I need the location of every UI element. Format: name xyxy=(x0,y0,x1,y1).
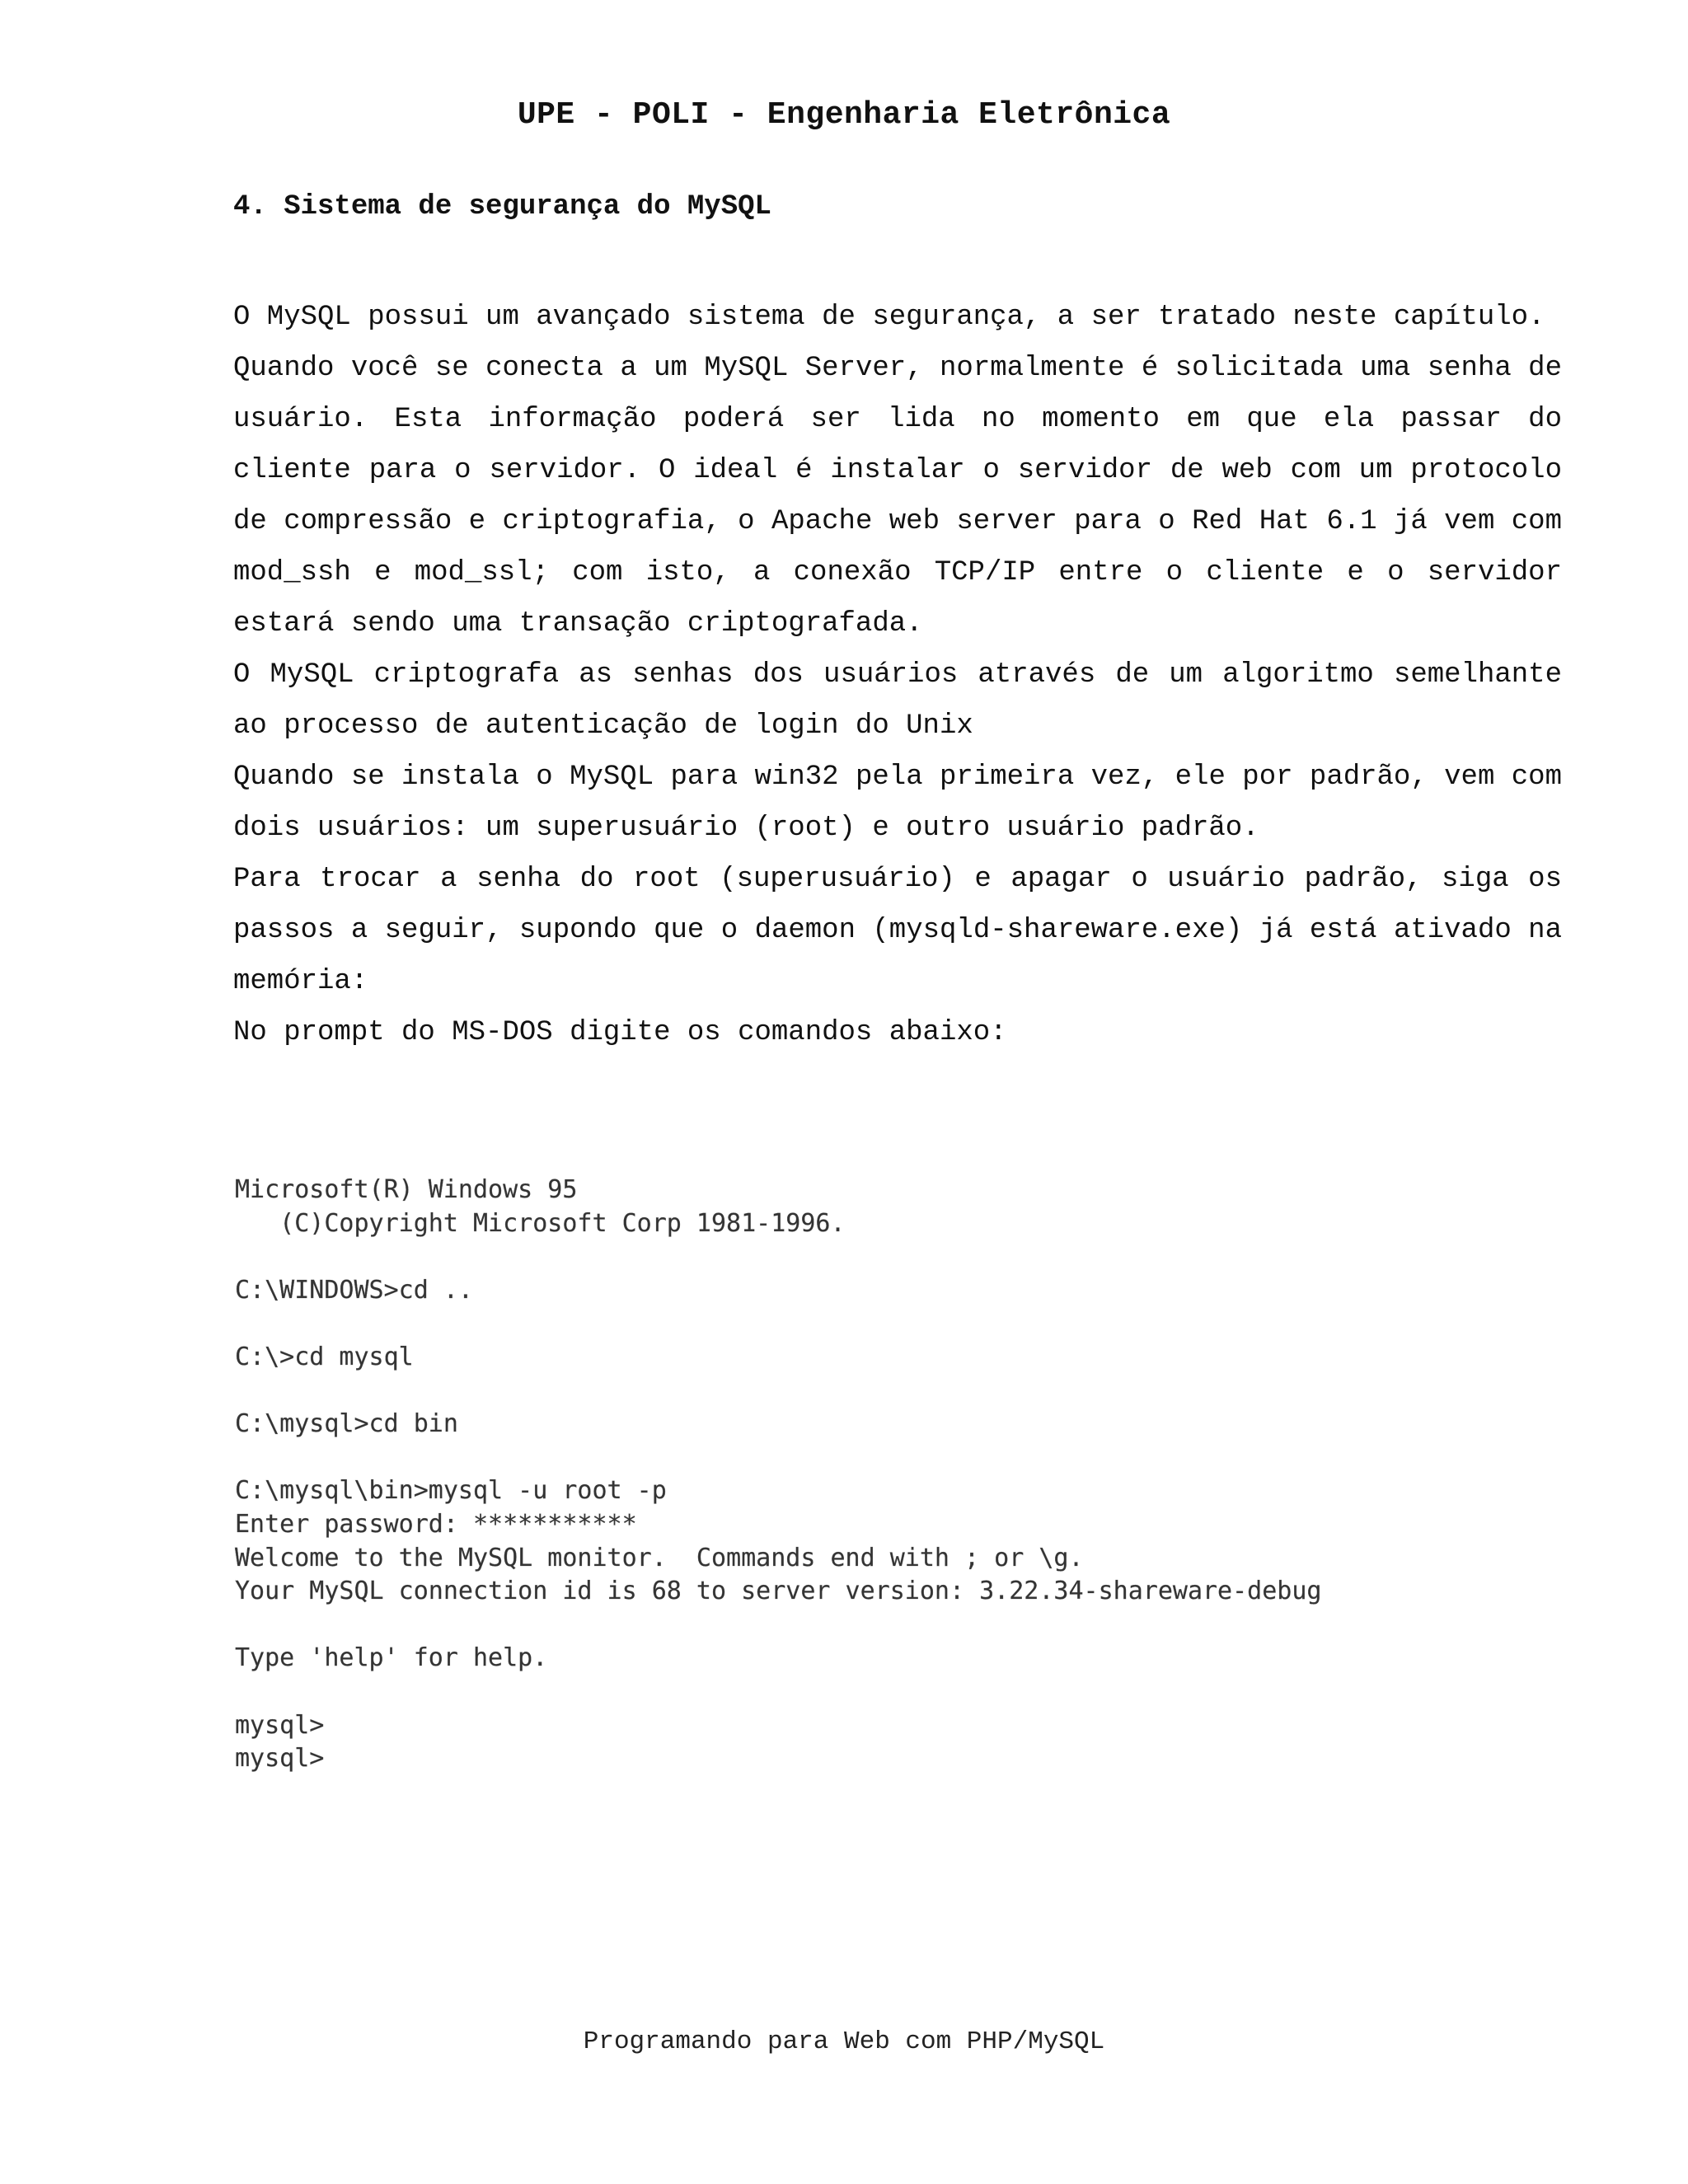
terminal-line xyxy=(235,1307,1603,1341)
terminal-line xyxy=(235,1441,1603,1475)
page-footer: Programando para Web com PHP/MySQL xyxy=(583,2027,1105,2056)
terminal-line: Enter password: *********** xyxy=(235,1509,637,1539)
terminal-line: C:\>cd mysql xyxy=(235,1342,414,1371)
terminal-line: Welcome to the MySQL monitor. Commands end with ; or \g. xyxy=(235,1543,1084,1572)
body-text xyxy=(233,292,1562,1058)
terminal-line: C:\mysql>cd bin xyxy=(235,1409,458,1439)
terminal-line xyxy=(235,1675,1603,1709)
section-title: 4. Sistema de segurança do MySQL xyxy=(233,191,771,223)
paragraph-connection: Quando você se conecta a um MySQL Server, normalmente é solicitada uma senha de usuário. Esta informação poderá ser lida no momento em que ela passar do cliente para o servidor. O ideal é instalar o servidor de web com um protocolo de compressão e criptografia, o Apache web server para o Red Hat 6.1 já vem com mod_ssh e mod_ssl; com isto, a conexão TCP/IP entre o cliente e o servidor estará sendo uma transação criptografada. xyxy=(233,353,1562,640)
terminal-line: Type 'help' for help. xyxy=(235,1643,548,1673)
paragraph-intro: O MySQL possui um avançado sistema de segurança, a ser tratado neste capítulo. xyxy=(233,302,1545,333)
page-header-title: UPE - POLI - Engenharia Eletrônica xyxy=(517,97,1171,133)
paragraph-win32-users: Quando se instala o MySQL para win32 pela primeira vez, ele por padrão, vem com dois usuários: um superusuário (root) e outro usuário padrão. xyxy=(233,762,1562,844)
paragraph-encryption: O MySQL criptografa as senhas dos usuários através de um algoritmo semelhante ao processo de autenticação de login do Unix xyxy=(233,659,1562,742)
terminal-line xyxy=(235,1375,1603,1408)
terminal-line: C:\mysql\bin>mysql -u root -p xyxy=(235,1476,667,1506)
paragraph-msdos-prompt: No prompt do MS-DOS digite os comandos abaixo: xyxy=(233,1017,1007,1048)
terminal-line xyxy=(235,1240,1603,1274)
terminal-line: mysql> xyxy=(235,1744,325,1774)
terminal-output xyxy=(235,1174,1603,1776)
terminal-line: (C)Copyright Microsoft Corp 1981-1996. xyxy=(235,1208,846,1238)
paragraph-change-root: Para trocar a senha do root (superusuário) e apagar o usuário padrão, siga os passos a seguir, supondo que o daemon (mysqld-shareware.exe) já está ativado na memória: xyxy=(233,864,1562,997)
terminal-line: Microsoft(R) Windows 95 xyxy=(235,1175,578,1204)
terminal-line xyxy=(235,1609,1603,1643)
terminal-line: C:\WINDOWS>cd .. xyxy=(235,1275,473,1305)
terminal-line: mysql> xyxy=(235,1710,325,1740)
terminal-line: Your MySQL connection id is 68 to server version: 3.22.34-shareware-debug xyxy=(235,1577,1322,1606)
